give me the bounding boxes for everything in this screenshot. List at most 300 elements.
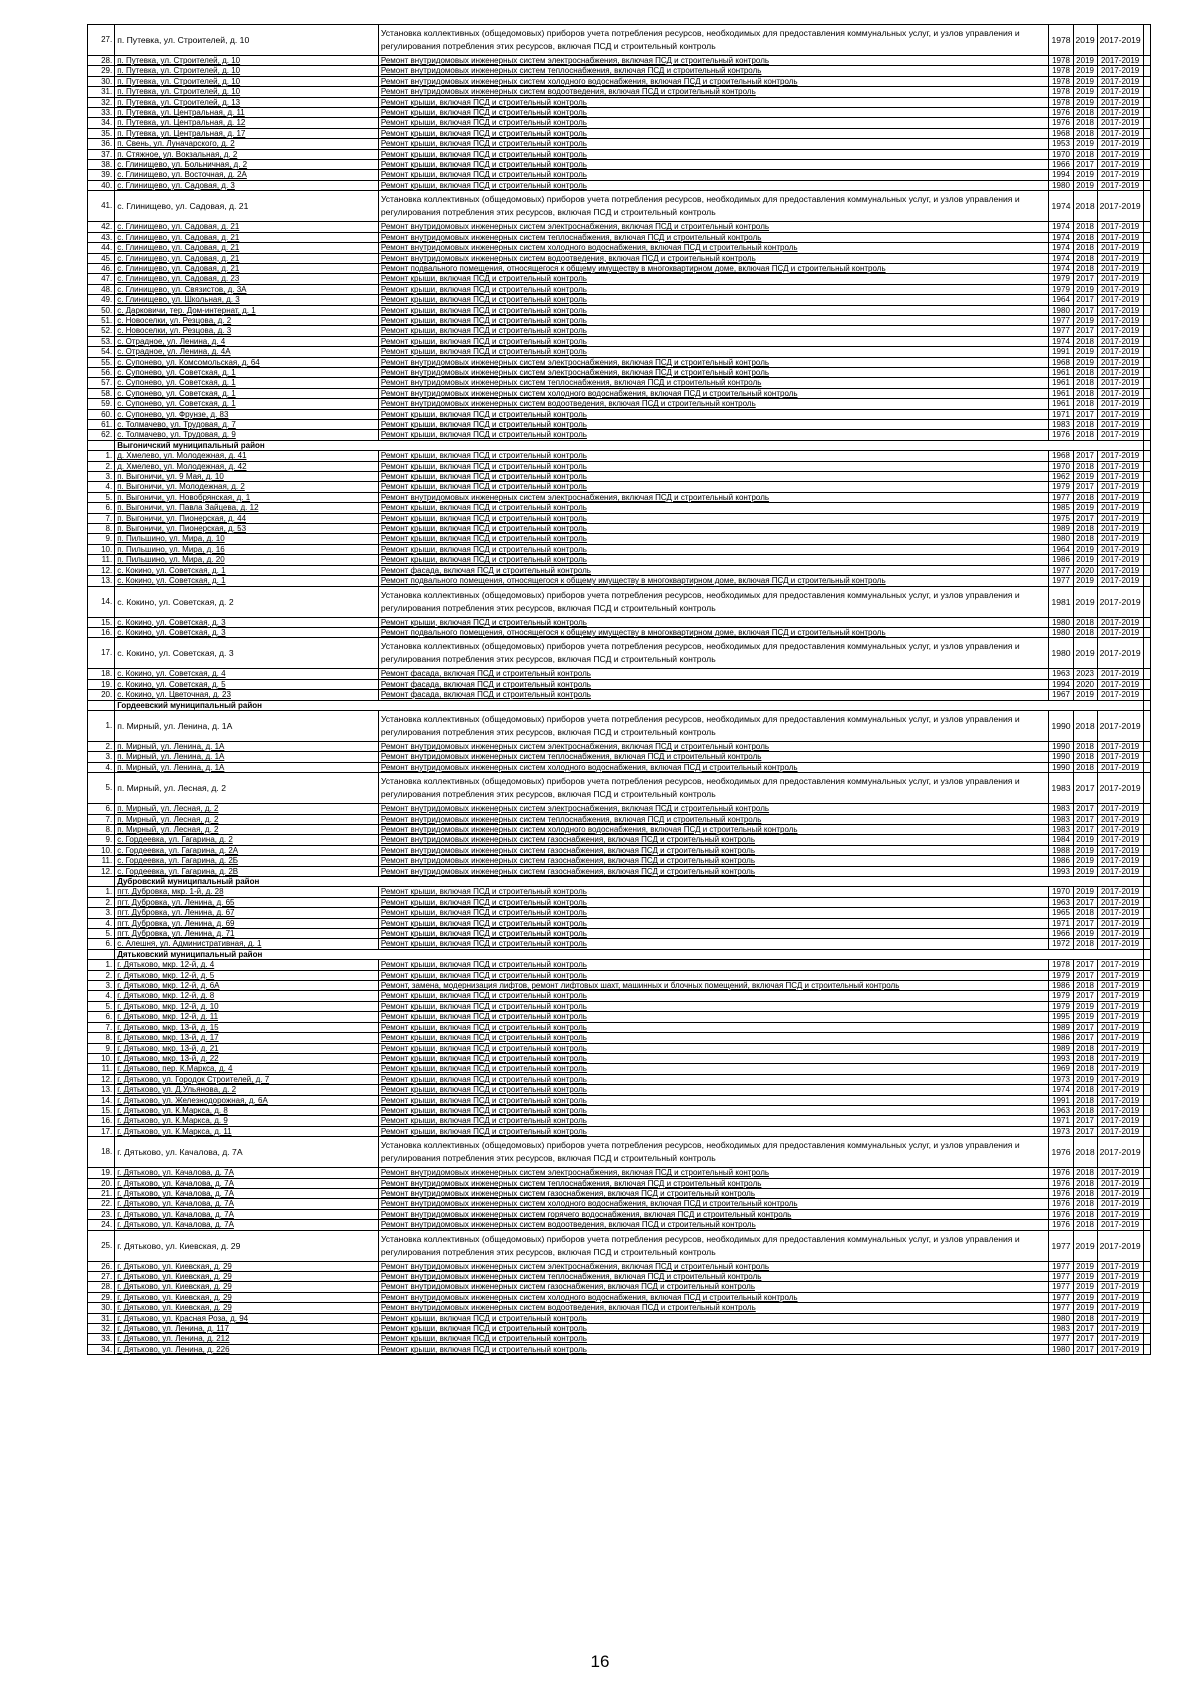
period-cell: 2017-2019 — [1097, 1053, 1143, 1063]
end-cell — [1143, 970, 1150, 980]
address-cell: п. Мирный, ул. Лесная, д. 2 — [115, 773, 379, 804]
repair-year-cell: 2020 — [1073, 679, 1097, 689]
address-cell: г. Дятьково, ул. Киевская, д. 29 — [115, 1292, 379, 1302]
address-cell: с. Супонево, ул. Фрунзе, д. 83 — [115, 409, 379, 419]
work-type-cell: Ремонт крыши, включая ПСД и строительный контроль — [378, 960, 1049, 970]
row-number: 10. — [88, 1053, 115, 1063]
work-type-cell: Ремонт внутридомовых инженерных систем электроснабжения, включая ПСД и строительный контроль — [378, 367, 1049, 377]
work-type-cell: Ремонт крыши, включая ПСД и строительный контроль — [378, 1022, 1049, 1032]
row-number: 31. — [88, 1313, 115, 1323]
repair-year-cell: 2017 — [1073, 1324, 1097, 1334]
period-cell: 2017-2019 — [1097, 451, 1143, 461]
period-cell: 2017-2019 — [1097, 336, 1143, 346]
period-cell: 2017-2019 — [1097, 430, 1143, 440]
work-type-cell: Установка коллективных (общедомовых) приборов учета потребления ресурсов, необходимых для предоставления коммунальных услуг, и узлов управления и регулирования потребления этих ресурсов, включая ПСД и строительный контроль — [378, 586, 1049, 617]
period-cell: 2017-2019 — [1097, 118, 1143, 128]
end-cell — [1143, 1012, 1150, 1022]
table-row — [88, 232, 1151, 242]
period-cell: 2017-2019 — [1097, 357, 1143, 367]
repair-year-cell: 2019 — [1073, 929, 1097, 939]
row-number: 54. — [88, 347, 115, 357]
build-year-cell: 1974 — [1049, 1085, 1073, 1095]
address-cell: п. Мирный, ул. Ленина, д. 1А — [115, 752, 379, 762]
repair-year-cell: 2018 — [1073, 981, 1097, 991]
address-cell: с. Новоселки, ул. Резцова, д. 2 — [115, 315, 379, 325]
row-number: 3. — [88, 752, 115, 762]
repair-year-cell: 2017 — [1073, 897, 1097, 907]
address-cell: г. Дятьково, мкр. 12-й, д. 6А — [115, 981, 379, 991]
table-row — [88, 1043, 1151, 1053]
period-cell: 2017-2019 — [1097, 243, 1143, 253]
table-row — [88, 835, 1151, 845]
build-year-cell: 1980 — [1049, 534, 1073, 544]
address-cell: п. Мирный, ул. Ленина, д. 1А — [115, 741, 379, 751]
row-number: 10. — [88, 544, 115, 554]
work-type-cell: Ремонт внутридомовых инженерных систем холодного водоснабжения, включая ПСД и строительный контроль — [378, 1292, 1049, 1302]
period-cell: 2017-2019 — [1097, 1178, 1143, 1188]
period-cell: 2017-2019 — [1097, 420, 1143, 430]
address-cell: п. Выгоничи, ул. Пионерская, д. 44 — [115, 513, 379, 523]
period-cell: 2017-2019 — [1097, 866, 1143, 876]
repair-year-cell: 2019 — [1073, 866, 1097, 876]
table-row — [88, 295, 1151, 305]
address-cell: с. Глинищево, ул. Садовая, д. 21 — [115, 253, 379, 263]
work-type-cell: Ремонт крыши, включая ПСД и строительный контроль — [378, 918, 1049, 928]
table-row — [88, 139, 1151, 149]
address-cell: с. Гордеевка, ул. Гагарина, д. 2В — [115, 866, 379, 876]
build-year-cell: 1989 — [1049, 1043, 1073, 1053]
build-year-cell: 1977 — [1049, 1261, 1073, 1271]
end-cell — [1143, 524, 1150, 534]
repair-year-cell: 2018 — [1073, 1085, 1097, 1095]
build-year-cell: 1984 — [1049, 835, 1073, 845]
end-cell — [1143, 877, 1150, 887]
row-number: 20. — [88, 690, 115, 700]
address-cell: г. Дятьково, ул. Киевская, д. 29 — [115, 1303, 379, 1313]
table-row — [88, 565, 1151, 575]
work-type-cell: Ремонт крыши, включая ПСД и строительный контроль — [378, 1033, 1049, 1043]
repair-year-cell: 2017 — [1073, 1126, 1097, 1136]
row-number: 56. — [88, 367, 115, 377]
build-year-cell: 1978 — [1049, 960, 1073, 970]
build-year-cell: 1974 — [1049, 222, 1073, 232]
build-year-cell: 1979 — [1049, 284, 1073, 294]
row-number: 46. — [88, 263, 115, 273]
work-type-cell: Ремонт крыши, включая ПСД и строительный контроль — [378, 991, 1049, 1001]
end-cell — [1143, 918, 1150, 928]
repair-year-cell: 2017 — [1073, 326, 1097, 336]
address-cell: с. Глинищево, ул. Садовая, д. 21 — [115, 191, 379, 222]
period-cell: 2017-2019 — [1097, 669, 1143, 679]
repair-year-cell: 2019 — [1073, 887, 1097, 897]
table-row — [88, 118, 1151, 128]
work-type-cell: Ремонт крыши, включая ПСД и строительный контроль — [378, 513, 1049, 523]
table-row — [88, 804, 1151, 814]
build-year-cell: 1978 — [1049, 97, 1073, 107]
period-cell: 2017-2019 — [1097, 482, 1143, 492]
work-type-cell: Ремонт крыши, включая ПСД и строительный контроль — [378, 315, 1049, 325]
row-number: 14. — [88, 586, 115, 617]
build-year-cell: 1963 — [1049, 1105, 1073, 1115]
end-cell — [1143, 1064, 1150, 1074]
work-type-cell: Ремонт подвального помещения, относящегося к общему имуществу в многоквартирном доме, включая ПСД и строительный контроль — [378, 627, 1049, 637]
work-type-cell: Ремонт фасада, включая ПСД и строительный контроль — [378, 679, 1049, 689]
build-year-cell: 1976 — [1049, 1188, 1073, 1198]
end-cell — [1143, 752, 1150, 762]
repair-year-cell: 2017 — [1073, 482, 1097, 492]
build-year-cell: 1974 — [1049, 336, 1073, 346]
address-cell: п. Путевка, ул. Центральная, д. 12 — [115, 118, 379, 128]
build-year-cell: 1977 — [1049, 1334, 1073, 1344]
table-row — [88, 908, 1151, 918]
period-cell: 2017-2019 — [1097, 222, 1143, 232]
repair-year-cell: 2018 — [1073, 118, 1097, 128]
end-cell — [1143, 305, 1150, 315]
end-cell — [1143, 243, 1150, 253]
build-year-cell: 1990 — [1049, 752, 1073, 762]
end-cell — [1143, 555, 1150, 565]
end-cell — [1143, 617, 1150, 627]
build-year-cell: 1980 — [1049, 617, 1073, 627]
build-year-cell: 1974 — [1049, 253, 1073, 263]
work-type-cell: Ремонт крыши, включая ПСД и строительный контроль — [378, 1053, 1049, 1063]
address-cell: д. Хмелево, ул. Молодежная, д. 42 — [115, 461, 379, 471]
build-year-cell: 1995 — [1049, 1012, 1073, 1022]
address-cell: г. Дятьково, мкр. 12-й, д. 4 — [115, 960, 379, 970]
row-number: 53. — [88, 336, 115, 346]
table-row — [88, 918, 1151, 928]
period-cell: 2017-2019 — [1097, 232, 1143, 242]
period-cell: 2017-2019 — [1097, 555, 1143, 565]
table-row — [88, 461, 1151, 471]
period-cell: 2017-2019 — [1097, 253, 1143, 263]
repair-year-cell: 2018 — [1073, 430, 1097, 440]
table-row — [88, 305, 1151, 315]
row-number: 2. — [88, 970, 115, 980]
table-row — [88, 824, 1151, 834]
address-cell: г. Дятьково, ул. Качалова, д. 7А — [115, 1178, 379, 1188]
work-type-cell: Ремонт подвального помещения, относящегося к общему имуществу в многоквартирном доме, включая ПСД и строительный контроль — [378, 576, 1049, 586]
work-type-cell: Ремонт внутридомовых инженерных систем электроснабжения, включая ПСД и строительный контроль — [378, 222, 1049, 232]
work-type-cell: Ремонт внутридомовых инженерных систем электроснабжения, включая ПСД и строительный контроль — [378, 492, 1049, 502]
row-number: 11. — [88, 555, 115, 565]
address-cell: г. Дятьково, ул. Городок Строителей, д. 7 — [115, 1074, 379, 1084]
row-number: 29. — [88, 66, 115, 76]
build-year-cell: 1962 — [1049, 472, 1073, 482]
build-year-cell: 1974 — [1049, 232, 1073, 242]
repair-year-cell: 2018 — [1073, 108, 1097, 118]
work-type-cell: Установка коллективных (общедомовых) приборов учета потребления ресурсов, необходимых для предоставления коммунальных услуг, и узлов управления и регулирования потребления этих ресурсов, включая ПСД и строительный контроль — [378, 25, 1049, 56]
row-number: 50. — [88, 305, 115, 315]
work-type-cell: Ремонт крыши, включая ПСД и строительный контроль — [378, 118, 1049, 128]
work-type-cell: Ремонт крыши, включая ПСД и строительный контроль — [378, 1334, 1049, 1344]
build-year-cell: 1977 — [1049, 576, 1073, 586]
table-row — [88, 1012, 1151, 1022]
end-cell — [1143, 284, 1150, 294]
period-cell: 2017-2019 — [1097, 835, 1143, 845]
end-cell — [1143, 97, 1150, 107]
period-cell: 2017-2019 — [1097, 1292, 1143, 1302]
table-row — [88, 482, 1151, 492]
end-cell — [1143, 1199, 1150, 1209]
build-year-cell: 1990 — [1049, 762, 1073, 772]
repair-year-cell: 2018 — [1073, 939, 1097, 949]
build-year-cell: 1974 — [1049, 191, 1073, 222]
row-number-cell — [88, 700, 115, 710]
period-cell: 2017-2019 — [1097, 524, 1143, 534]
work-type-cell: Ремонт внутридомовых инженерных систем электроснабжения, включая ПСД и строительный контроль — [378, 804, 1049, 814]
work-type-cell: Установка коллективных (общедомовых) приборов учета потребления ресурсов, необходимых для предоставления коммунальных услуг, и узлов управления и регулирования потребления этих ресурсов, включая ПСД и строительный контроль — [378, 710, 1049, 741]
build-year-cell: 1977 — [1049, 326, 1073, 336]
repair-year-cell: 2017 — [1073, 804, 1097, 814]
build-year-cell: 1977 — [1049, 315, 1073, 325]
work-type-cell: Ремонт крыши, включая ПСД и строительный контроль — [378, 524, 1049, 534]
end-cell — [1143, 638, 1150, 669]
row-number: 44. — [88, 243, 115, 253]
row-number: 58. — [88, 388, 115, 398]
district-name: Выгоничский муниципальный район — [115, 440, 1143, 450]
row-number: 6. — [88, 1012, 115, 1022]
build-year-cell: 1986 — [1049, 981, 1073, 991]
row-number: 1. — [88, 710, 115, 741]
work-type-cell: Ремонт крыши, включая ПСД и строительный контроль — [378, 544, 1049, 554]
row-number: 16. — [88, 1116, 115, 1126]
row-number: 27. — [88, 1272, 115, 1282]
repair-year-cell: 2019 — [1073, 555, 1097, 565]
address-cell: с. Глинищево, ул. Садовая, д. 21 — [115, 263, 379, 273]
repair-year-cell: 2019 — [1073, 544, 1097, 554]
row-number: 5. — [88, 492, 115, 502]
end-cell — [1143, 409, 1150, 419]
address-cell: г. Дятьково, мкр. 12-й, д. 10 — [115, 1001, 379, 1011]
repair-year-cell: 2018 — [1073, 741, 1097, 751]
row-number: 30. — [88, 1303, 115, 1313]
period-cell: 2017-2019 — [1097, 929, 1143, 939]
address-cell: с. Кокино, ул. Советская, д. 3 — [115, 617, 379, 627]
end-cell — [1143, 1303, 1150, 1313]
repair-year-cell: 2018 — [1073, 388, 1097, 398]
end-cell — [1143, 25, 1150, 56]
build-year-cell: 1971 — [1049, 1116, 1073, 1126]
repair-year-cell: 2017 — [1073, 1033, 1097, 1043]
table-row — [88, 430, 1151, 440]
end-cell — [1143, 1282, 1150, 1292]
address-cell: г. Дятьково, ул. Киевская, д. 29 — [115, 1282, 379, 1292]
period-cell: 2017-2019 — [1097, 576, 1143, 586]
repair-year-cell: 2019 — [1073, 1012, 1097, 1022]
repair-year-cell: 2018 — [1073, 1095, 1097, 1105]
end-cell — [1143, 773, 1150, 804]
period-cell: 2017-2019 — [1097, 1303, 1143, 1313]
repair-year-cell: 2018 — [1073, 1137, 1097, 1168]
end-cell — [1143, 690, 1150, 700]
end-cell — [1143, 263, 1150, 273]
end-cell — [1143, 274, 1150, 284]
table-row — [88, 367, 1151, 377]
row-number: 15. — [88, 617, 115, 627]
work-type-cell: Ремонт внутридомовых инженерных систем водоотведения, включая ПСД и строительный контроль — [378, 1303, 1049, 1313]
work-type-cell: Ремонт крыши, включая ПСД и строительный контроль — [378, 929, 1049, 939]
build-year-cell: 1986 — [1049, 555, 1073, 565]
build-year-cell: 1980 — [1049, 638, 1073, 669]
work-type-cell: Ремонт крыши, включая ПСД и строительный контроль — [378, 472, 1049, 482]
address-cell: г. Дятьково, ул. К.Маркса, д. 9 — [115, 1116, 379, 1126]
table-row — [88, 1209, 1151, 1219]
work-type-cell: Ремонт крыши, включая ПСД и строительный контроль — [378, 503, 1049, 513]
build-year-cell: 1977 — [1049, 492, 1073, 502]
repair-year-cell: 2017 — [1073, 960, 1097, 970]
repair-year-cell: 2018 — [1073, 420, 1097, 430]
work-type-cell: Ремонт внутридомовых инженерных систем горячего водоснабжения, включая ПСД и строительный контроль — [378, 1209, 1049, 1219]
work-type-cell: Ремонт внутридомовых инженерных систем электроснабжения, включая ПСД и строительный контроль — [378, 1261, 1049, 1271]
work-type-cell: Ремонт крыши, включая ПСД и строительный контроль — [378, 326, 1049, 336]
repair-year-cell: 2018 — [1073, 752, 1097, 762]
end-cell — [1143, 1126, 1150, 1136]
build-year-cell: 1979 — [1049, 991, 1073, 1001]
period-cell: 2017-2019 — [1097, 1199, 1143, 1209]
period-cell: 2017-2019 — [1097, 326, 1143, 336]
end-cell — [1143, 1074, 1150, 1084]
row-number: 17. — [88, 1126, 115, 1136]
address-cell: п. Мирный, ул. Лесная, д. 2 — [115, 814, 379, 824]
period-cell: 2017-2019 — [1097, 1105, 1143, 1115]
repair-year-cell: 2018 — [1073, 128, 1097, 138]
address-cell: г. Дятьково, ул. К.Маркса, д. 11 — [115, 1126, 379, 1136]
repair-year-cell: 2018 — [1073, 1209, 1097, 1219]
repair-year-cell: 2019 — [1073, 357, 1097, 367]
work-type-cell: Ремонт внутридомовых инженерных систем теплоснабжения, включая ПСД и строительный контроль — [378, 66, 1049, 76]
repair-year-cell: 2019 — [1073, 856, 1097, 866]
end-cell — [1143, 1220, 1150, 1230]
build-year-cell: 1976 — [1049, 1178, 1073, 1188]
row-number: 2. — [88, 741, 115, 751]
build-year-cell: 1968 — [1049, 357, 1073, 367]
work-type-cell: Ремонт внутридомовых инженерных систем холодного водоснабжения, включая ПСД и строительный контроль — [378, 824, 1049, 834]
end-cell — [1143, 1105, 1150, 1115]
repair-year-cell: 2018 — [1073, 1178, 1097, 1188]
work-type-cell: Ремонт крыши, включая ПСД и строительный контроль — [378, 1043, 1049, 1053]
address-cell: пгт. Дубровка, ул. Ленина, д. 69 — [115, 918, 379, 928]
end-cell — [1143, 139, 1150, 149]
build-year-cell: 1977 — [1049, 1272, 1073, 1282]
row-number: 25. — [88, 1230, 115, 1261]
table-row — [88, 1334, 1151, 1344]
repair-year-cell: 2017 — [1073, 305, 1097, 315]
end-cell — [1143, 586, 1150, 617]
period-cell: 2017-2019 — [1097, 378, 1143, 388]
row-number: 13. — [88, 576, 115, 586]
table-row — [88, 741, 1151, 751]
table-row — [88, 773, 1151, 804]
address-cell: г. Дятьково, ул. Качалова, д. 7А — [115, 1199, 379, 1209]
period-cell: 2017-2019 — [1097, 970, 1143, 980]
row-number: 30. — [88, 76, 115, 86]
build-year-cell: 1978 — [1049, 66, 1073, 76]
build-year-cell: 1974 — [1049, 263, 1073, 273]
end-cell — [1143, 492, 1150, 502]
table-row — [88, 1261, 1151, 1271]
table-row — [88, 1220, 1151, 1230]
address-cell: с. Глинищево, ул. Садовая, д. 3 — [115, 180, 379, 190]
end-cell — [1143, 1230, 1150, 1261]
address-cell: с. Супонево, ул. Советская, д. 1 — [115, 388, 379, 398]
end-cell — [1143, 170, 1150, 180]
row-number: 26. — [88, 1261, 115, 1271]
row-number: 11. — [88, 1064, 115, 1074]
table-row — [88, 887, 1151, 897]
repair-year-cell: 2019 — [1073, 472, 1097, 482]
end-cell — [1143, 66, 1150, 76]
period-cell: 2017-2019 — [1097, 160, 1143, 170]
build-year-cell: 1976 — [1049, 1209, 1073, 1219]
table-row — [88, 929, 1151, 939]
row-number: 10. — [88, 845, 115, 855]
table-row — [88, 472, 1151, 482]
work-type-cell: Установка коллективных (общедомовых) приборов учета потребления ресурсов, необходимых для предоставления коммунальных услуг, и узлов управления и регулирования потребления этих ресурсов, включая ПСД и строительный контроль — [378, 1230, 1049, 1261]
row-number-cell — [88, 949, 115, 959]
repair-year-cell: 2018 — [1073, 534, 1097, 544]
period-cell: 2017-2019 — [1097, 824, 1143, 834]
repair-year-cell: 2018 — [1073, 367, 1097, 377]
work-type-cell: Установка коллективных (общедомовых) приборов учета потребления ресурсов, необходимых для предоставления коммунальных услуг, и узлов управления и регулирования потребления этих ресурсов, включая ПСД и строительный контроль — [378, 773, 1049, 804]
table-row — [88, 274, 1151, 284]
period-cell: 2017-2019 — [1097, 139, 1143, 149]
table-row — [88, 960, 1151, 970]
row-number: 62. — [88, 430, 115, 440]
build-year-cell: 1963 — [1049, 669, 1073, 679]
row-number: 6. — [88, 804, 115, 814]
end-cell — [1143, 565, 1150, 575]
build-year-cell: 1983 — [1049, 1324, 1073, 1334]
period-cell: 2017-2019 — [1097, 991, 1143, 1001]
address-cell: п. Мирный, ул. Ленина, д. 1А — [115, 710, 379, 741]
table-row — [88, 1344, 1151, 1354]
repair-year-cell: 2019 — [1073, 347, 1097, 357]
address-cell: г. Дятьково, ул. Киевская, д. 29 — [115, 1272, 379, 1282]
end-cell — [1143, 399, 1150, 409]
row-number: 42. — [88, 222, 115, 232]
work-type-cell: Ремонт внутридомовых инженерных систем газоснабжения, включая ПСД и строительный контроль — [378, 866, 1049, 876]
row-number: 3. — [88, 908, 115, 918]
end-cell — [1143, 336, 1150, 346]
address-cell: п. Свень, ул. Луначарского, д. 2 — [115, 139, 379, 149]
repair-year-cell: 2019 — [1073, 503, 1097, 513]
address-cell: г. Дятьково, мкр. 13-й, д. 22 — [115, 1053, 379, 1063]
table-row — [88, 420, 1151, 430]
work-type-cell: Ремонт крыши, включая ПСД и строительный контроль — [378, 1012, 1049, 1022]
repair-year-cell: 2019 — [1073, 97, 1097, 107]
repair-year-cell: 2018 — [1073, 627, 1097, 637]
build-year-cell: 1978 — [1049, 25, 1073, 56]
end-cell — [1143, 357, 1150, 367]
table-row — [88, 222, 1151, 232]
period-cell: 2017-2019 — [1097, 1012, 1143, 1022]
period-cell: 2017-2019 — [1097, 981, 1143, 991]
row-number: 1. — [88, 960, 115, 970]
end-cell — [1143, 929, 1150, 939]
repair-year-cell: 2017 — [1073, 1344, 1097, 1354]
work-type-cell: Ремонт крыши, включая ПСД и строительный контроль — [378, 97, 1049, 107]
row-number: 38. — [88, 160, 115, 170]
end-cell — [1143, 1022, 1150, 1032]
end-cell — [1143, 1001, 1150, 1011]
end-cell — [1143, 949, 1150, 959]
row-number: 18. — [88, 669, 115, 679]
build-year-cell: 1986 — [1049, 1033, 1073, 1043]
build-year-cell: 1976 — [1049, 1168, 1073, 1178]
build-year-cell: 1979 — [1049, 970, 1073, 980]
end-cell — [1143, 87, 1150, 97]
